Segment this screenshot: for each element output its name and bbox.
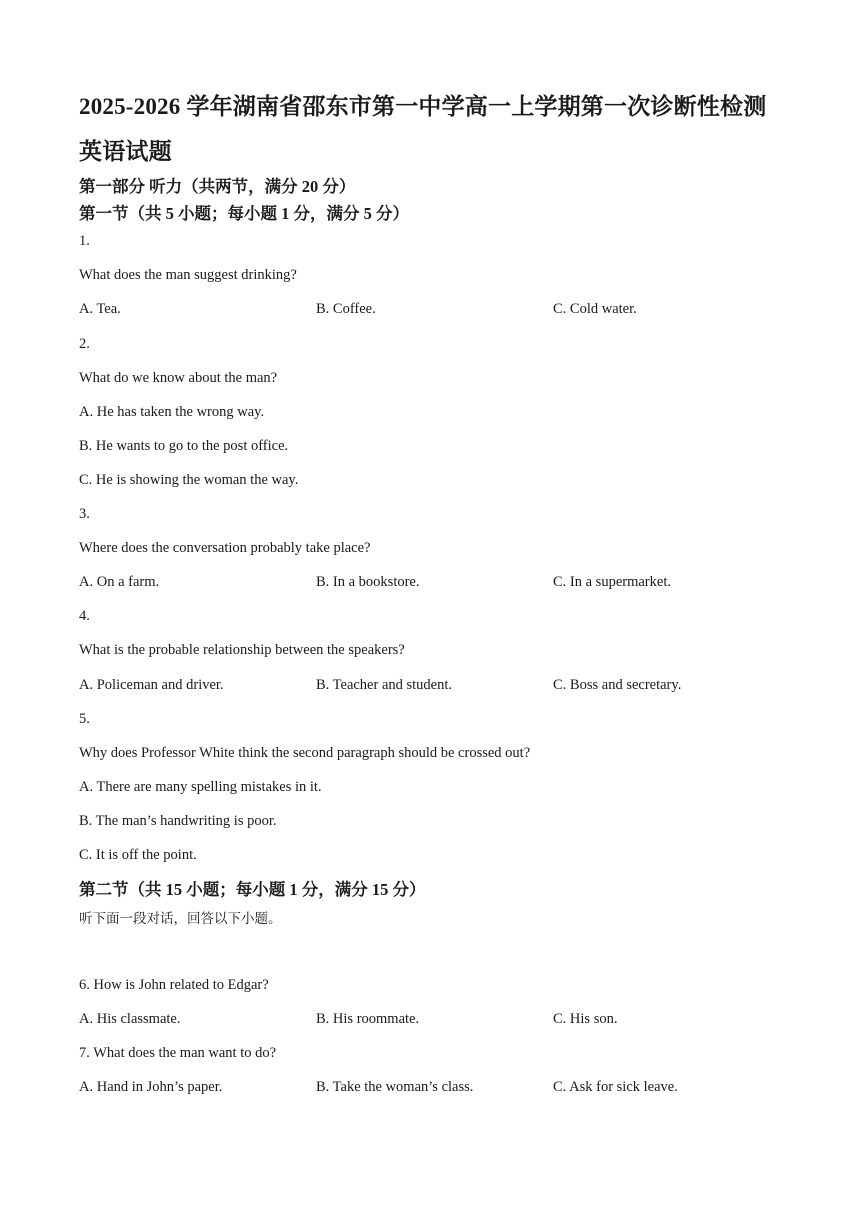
option-c: C. Boss and secretary. [553, 677, 682, 693]
exam-title-line1: 2025-2026 学年湖南省邵东市第一中学高一上学期第一次诊断性检测 [79, 94, 767, 119]
question-stem: What does the man suggest drinking? [79, 267, 297, 283]
option-c: C. His son. [553, 1011, 618, 1027]
option-c: C. Ask for sick leave. [553, 1079, 678, 1095]
exam-title-line2: 英语试题 [79, 139, 172, 164]
question-number: 4. [79, 608, 90, 624]
option-b: B. In a bookstore. [316, 574, 420, 590]
part1-heading: 第一部分 听力（共两节，满分 20 分） [79, 177, 356, 196]
option-a: A. He has taken the wrong way. [79, 404, 265, 420]
section2-instruction: 听下面一段对话，回答以下小题。 [79, 911, 282, 926]
option-a: A. His classmate. [79, 1011, 181, 1027]
option-a: A. On a farm. [79, 574, 160, 590]
option-a: A. There are many spelling mistakes in it. [79, 779, 322, 795]
section2-heading: 第二节（共 15 小题；每小题 1 分，满分 15 分） [79, 880, 426, 899]
option-c: C. Cold water. [553, 301, 637, 317]
option-b: B. He wants to go to the post office. [79, 438, 289, 454]
option-a: A. Tea. [79, 301, 121, 317]
option-b: B. Coffee. [316, 301, 376, 317]
option-b: B. Teacher and student. [316, 677, 453, 693]
question-stem: Where does the conversation probably take place? [79, 540, 371, 556]
option-a: A. Hand in John’s paper. [79, 1079, 223, 1095]
question-number: 2. [79, 336, 90, 352]
option-c: C. In a supermarket. [553, 574, 671, 590]
option-b: B. His roommate. [316, 1011, 420, 1027]
option-c: C. He is showing the woman the way. [79, 472, 299, 488]
option-b: B. Take the woman’s class. [316, 1079, 474, 1095]
option-b: B. The man’s handwriting is poor. [79, 813, 277, 829]
question-number: 3. [79, 506, 90, 522]
question-stem: What do we know about the man? [79, 370, 278, 386]
option-a: A. Policeman and driver. [79, 677, 224, 693]
option-c: C. It is off the point. [79, 847, 197, 863]
question-number: 5. [79, 711, 90, 727]
question-number: 1. [79, 233, 90, 249]
question-stem: What is the probable relationship between the speakers? [79, 642, 405, 658]
question-stem: 7. What does the man want to do? [79, 1045, 277, 1061]
question-stem: 6. How is John related to Edgar? [79, 977, 269, 993]
question-stem: Why does Professor White think the second paragraph should be crossed out? [79, 745, 531, 761]
section1-heading: 第一节（共 5 小题；每小题 1 分，满分 5 分） [79, 204, 409, 223]
